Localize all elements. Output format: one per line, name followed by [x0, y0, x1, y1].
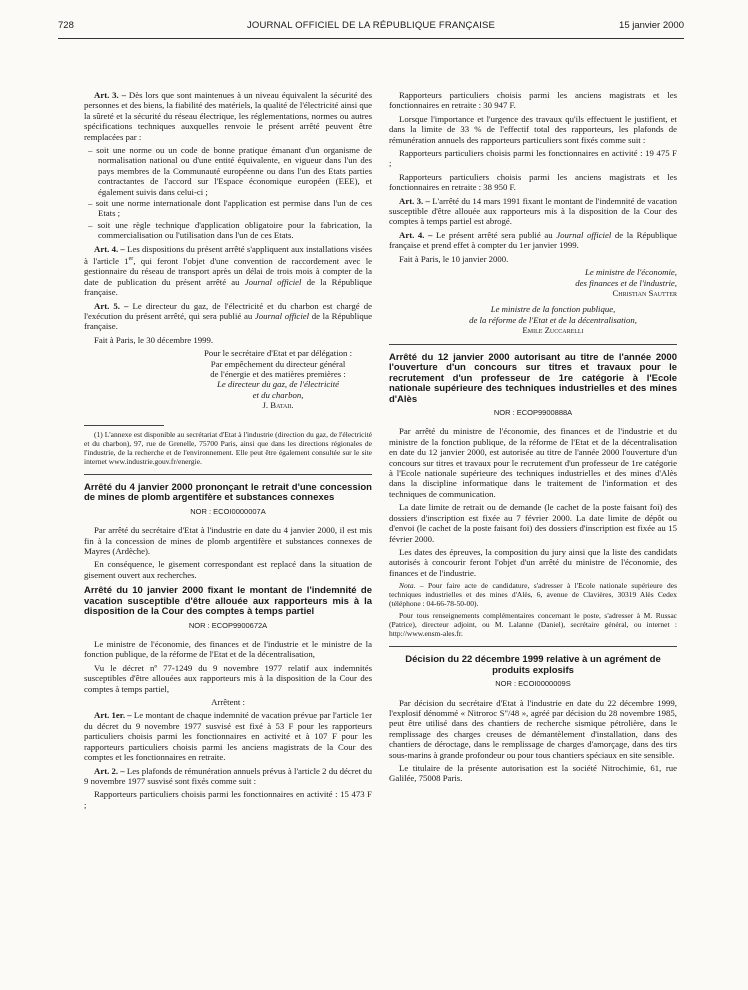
article-1: Art. 1er. – Le montant de chaque indemnité de vacation prévue par l'article 1er du décret du 9 novembre 1977 susvisé est fixé à 53 F pour les rapporteurs particuliers choisis parmi les fonctionnaires en activité et à 107 F pour les rapporteurs particuliers choisis parmi les anciens magistrats de la Cour des comptes et les fonctionnaires en retraite.	[84, 710, 372, 763]
nor-reference: NOR : ECOI0000007A	[190, 506, 266, 516]
signatory-name: J. Bataii.	[262, 400, 294, 411]
page-header	[58, 20, 684, 34]
nor-reference: NOR : ECOP9900672A	[188, 620, 268, 630]
issue-date: 15 janvier 2000	[619, 20, 684, 31]
footnote: (1) L'annexe est disponible au secrétariat d'Etat à l'industrie (direction du gaz, de l'électricité et du charbon), 97, rue de Grenelle, 75700 Paris, ainsi que dans les directions régionales de l'industrie, de la recherche et de l'environnement. Elle peut être également consultée sur le site internet www.industrie.gouv.fr/energie.	[84, 429, 372, 466]
article-3: Art. 3. – L'arrêté du 14 mars 1991 fixant le montant de l'indemnité de vacation susceptible d'être allouée aux rapporteurs mis à la disposition de la Cour des comptes à temps partiel est abrogé.	[389, 195, 677, 227]
article-4: Art. 4. – Le présent arrêté sera publié au Journal officiel de la République française et prend effet à compter du 1er janvier 1999.	[389, 229, 677, 251]
divider	[84, 474, 372, 475]
signature-block: Pour le secrétaire d'Etat et par délégation : Par empêchement du directeur général de l'énergie et des matières premières : Le directeur du gaz, de l'électricité et du charbon, J. Bataii.	[184, 348, 372, 410]
arrete-title: Arrêté du 10 janvier 2000 fixant le montant de l'indemnité de vacation susceptible d'être allouée aux rapporteurs mis à la disposition de la Cour des comptes à temps partiel	[84, 585, 372, 618]
page-number: 728	[58, 20, 74, 31]
arrete-title: Arrêté du 12 janvier 2000 autorisant au titre de l'année 2000 l'ouverture d'un concours sur titres et travaux pour le recrutement d'un professeur de 1re catégorie à l'Ecole nationale supérieure des techniques industrielles et des mines d'Alès	[389, 351, 677, 405]
left-column: Art. 3. – Dès lors que sont maintenues à un niveau équivalent la sécurité des personnes et des biens, la fiabilité des matériels, la qualité de l'électricité ainsi que la sûreté et la sécurité du réseau électrique, les réglementations, normes ou autres spécifications techniques auxquelles renvoie le présent arrêté peuvent être remplacées par : – soit une norme ou un code de bonne pratique émanant d'un organisme de normalisation national ou d'une entité équivalente, en vigueur dans l'un des pays membres de la Communauté européenne ou dans l'un des Etats parties contractantes de l'accord sur l'Espace économique européen (EEE), et également suivis dans celui-ci ; – soit une norme internationale dont l'application est permise dans l'un de ces Etats ; – soit une règle technique d'application obligatoire pour la fabrication, la commercialisation ou l'utilisation dans l'un de ces Etats. Art. 4. – Les dispositions du présent arrêté s'appliquent aux installations visées à l'article 1er, qui feront l'objet d'une convention de raccordement avec le gestionnaire du réseau de transport après un délai de trois mois à compter de la date de publication du présent arrêté au Journal officiel de la République française. Art. 5. – Le directeur du gaz, de l'électricité et du charbon est chargé de l'exécution du présent arrêté, qui sera publié au Journal officiel de la République française. Fait à Paris, le 30 décembre 1999. Pour le secrétaire d'Etat et par délégation : Par empêchement du directeur général de l'énergie et des matières premières : Le directeur du gaz, de l'électricité et du charbon, J. Bataii. (1) L'annexe est disponible au secrétariat d'Etat à l'industrie (direction du gaz, de l'électricité et du charbon), 97, rue de Grenelle, 75700 Paris, ainsi que dans les directions régionales de l'industrie, de la recherche et de l'environnement. Elle peut être également consultée sur le site internet www.industrie.gouv.fr/energie. Arrêté du 4 janvier 2000 prononçant le retrait d'une concession de mines de plomb argentifère et substances connexes NOR : ECOI0000007A Par arrêté du secrétaire d'Etat à l'industrie en date du 4 janvier 2000, il est mis fin à la concession de mines de plomb argentifère et substances connexes de Mayres (Ardèche). En conséquence, le gisement correspondant est replacé dans la situation de gisement ouvert aux recherches. Arrêté du 10 janvier 2000 fixant le montant de l'indemnité de vacation susceptible d'être allouée aux rapporteurs mis à la disposition de la Cour des comptes à temps partiel NOR : ECOP9900672A Le ministre de l'économie, des finances et de l'industrie et le ministre de la fonction publique, de la réforme de l'Etat et de la décentralisation, Vu le décret nº 77-1249 du 9 novembre 1977 relatif aux indemnités susceptibles d'être allouées aux rapporteurs mis à la disposition de la Cour des comptes à temps partiel, Arrêtent : Art. 1er. – Le montant de chaque indemnité de vacation prévue par l'article 1er du décret du 9 novembre 1977 susvisé est fixé à 53 F pour les rapporteurs particuliers choisis parmi les fonctionnaires en activité et à 107 F pour les rapporteurs particuliers choisis parmi les anciens magistrats de la Cour des comptes et les fonctionnaires en retraite. Art. 2. – Les plafonds de rémunération annuels prévus à l'article 2 du décret du 9 novembre 1977 susvisé sont fixés comme suit : Rapporteurs particuliers choisis parmi les fonctionnaires en activité : 15 473 F ;	[84, 90, 373, 810]
article-2: Art. 2. – Les plafonds de rémunération annuels prévus à l'article 2 du décret du 9 novembre 1977 susvisé sont fixés comme suit :	[84, 765, 372, 786]
arrete-title: Arrêté du 4 janvier 2000 prononçant le retrait d'une concession de mines de plomb argentifère et substances connexes	[84, 481, 372, 504]
signature-block: Le ministre de la fonction publique, de la réforme de l'Etat et de la décentralisation, Emile Zuccarelli	[429, 304, 677, 335]
nor-reference: NOR : ECOP9900888A	[493, 408, 573, 418]
article-5: Art. 5. – Le directeur du gaz, de l'électricité et du charbon est chargé de l'exécution du présent arrêté, qui sera publié au Journal officiel de la République française.	[84, 300, 372, 332]
article-4: Art. 4. – Les dispositions du présent arrêté s'appliquent aux installations visées à l'article 1er, qui feront l'objet d'une convention de raccordement avec le gestionnaire du réseau de transport après un délai de trois mois à compter de la date de publication du présent arrêté au Journal officiel de la République française.	[84, 243, 373, 298]
decision-title: Décision du 22 décembre 1999 relative à un agrément de produits explosifs	[405, 654, 661, 676]
signatory-name: Emile Zuccarelli	[522, 325, 584, 336]
right-column: Rapporteurs particuliers choisis parmi les anciens magistrats et les fonctionnaires en retraite : 30 947 F. Lorsque l'importance et l'urgence des travaux qu'ils effectuent le justifient, et dans la limite de 33 % de l'effectif total des rapporteurs, les plafonds de rémunération annuels des rapporteurs particuliers sont fixés comme suit : Rapporteurs particuliers choisis parmi les fonctionnaires en activité : 19 475 F ; Rapporteurs particuliers choisis parmi les anciens magistrats et les fonctionnaires en retraite : 38 950 F. Art. 3. – L'arrêté du 14 mars 1991 fixant le montant de l'indemnité de vacation susceptible d'être allouée aux rapporteurs mis à la disposition de la Cour des comptes à temps partiel est abrogé. Art. 4. – Le présent arrêté sera publié au Journal officiel de la République française et prend effet à compter du 1er janvier 1999. Fait à Paris, le 10 janvier 2000. Le ministre de l'économie, des finances et de l'industrie, Christian Sautter Le ministre de la fonction publique, de la réforme de l'Etat et de la décentralisation, Emile Zuccarelli Arrêté du 12 janvier 2000 autorisant au titre de l'année 2000 l'ouverture d'un concours sur titres et travaux pour le recrutement d'un professeur de 1re catégorie à l'Ecole nationale supérieure des techniques industrielles et des mines d'Alès NOR : ECOP9900888A Par arrêté du ministre de l'économie, des finances et de l'industrie et du ministre de la fonction publique, de la réforme de l'Etat et de la décentralisation en date du 12 janvier 2000, est autorisée au titre de l'année 2000 l'ouverture d'un concours sur titres et travaux pour le recrutement d'un professeur de 1re catégorie à l'Ecole nationale supérieure des techniques industrielles et des mines d'Alès dans la discipline informatique dans le traitement de l'information et des techniques de communication. La date limite de retrait ou de demande (le cachet de la poste faisant foi) des dossiers d'inscription est fixée au 7 février 2000. La date limite de dépôt ou d'envoi (le cachet de la poste faisant foi) des dossiers d'inscription est fixée au 15 février 2000. Les dates des épreuves, la composition du jury ainsi que la liste des candidats autorisés à concourir feront l'objet d'un arrêté du ministre de l'économie, des finances et de l'industrie. Nota. – Pour faire acte de candidature, s'adresser à l'Ecole nationale supérieure des techniques industrielles et des mines d'Alès, 6, avenue de Clavières, 30319 Alès Cedex (téléphone : 04-66-78-50-00). Pour tous renseignements complémentaires concernant le poste, s'adresser à M. Russac (Patrice), directeur adjoint, ou M. Lalanne (Daniel), secrétaire général, ou internet : http://www.ensm-ales.fr. Décision du 22 décembre 1999 relative à un agrément de produits explosifs NOR : ECOI0000009S Par décision du secrétaire d'Etat à l'industrie en date du 22 décembre 1999, l'explosif dénommé « Nitroroc S"/48 », agréé par décision du 28 novembre 1985, peut être utilisé dans des chantiers de recherche sismique pétrolière, dans le remplissage des charges creuses de démantèlement d'installation, dans des chantiers de déroctage, dans le remplissage de charges d'amorçage, dans des tirs sous-marins à grande profondeur ou pour tous chantiers spéciaux en site sensible. Le titulaire de la présente autorisation est la société Nitrochimie, 61, rue Galilée, 75008 Paris.	[389, 90, 677, 784]
journal-title: JOURNAL OFFICIEL DE LA RÉPUBLIQUE FRANÇAISE	[246, 20, 496, 31]
article-3: Art. 3. – Dès lors que sont maintenues à un niveau équivalent la sécurité des personnes et des biens, la fiabilité des matériels, la qualité de l'électricité ainsi que la sûreté et la sécurité du réseau électrique, les réglementations, normes ou autres spécifications techniques auxquelles renvoie le présent arrêté peuvent être remplacées par :	[84, 90, 373, 142]
article-3-list	[84, 145, 372, 241]
footnote-rule	[84, 425, 164, 426]
list-item: – soit une norme ou un code de bonne pratique émanant d'un organisme de normalisation national ou d'une entité équivalente, en vigueur dans l'un des pays membres de la Communauté européenne ou dans l'un des Etats parties contractantes de l'accord sur l'Espace économique européen (EEE), et également suivis dans celui-ci ;	[88, 145, 372, 197]
divider	[389, 646, 677, 647]
header-rule	[58, 38, 684, 39]
nota: Nota. – Pour faire acte de candidature, s'adresser à l'Ecole nationale supérieure des techniques industrielles et des mines d'Alès, 6, avenue de Clavières, 30319 Alès Cedex (téléphone : 04-66-78-50-00).	[389, 581, 677, 609]
fait-a-paris: Fait à Paris, le 30 décembre 1999.	[94, 334, 214, 345]
list-item: – soit une norme internationale dont l'application est permise dans l'un de ces Etats ;	[88, 198, 372, 219]
signatory-name: Christian Sautter	[612, 287, 677, 298]
list-item: – soit une règle technique d'application obligatoire pour la fabrication, la commercialisation ou l'utilisation dans l'un de ces Etats.	[88, 219, 372, 241]
nor-reference: NOR : ECOI0000009S	[495, 679, 571, 689]
divider	[389, 344, 677, 345]
fait-a-paris: Fait à Paris, le 10 janvier 2000.	[399, 253, 509, 264]
signature-block: Le ministre de l'économie, des finances et de l'industrie, Christian Sautter	[389, 267, 677, 298]
arretent: Arrêtent :	[211, 697, 245, 708]
